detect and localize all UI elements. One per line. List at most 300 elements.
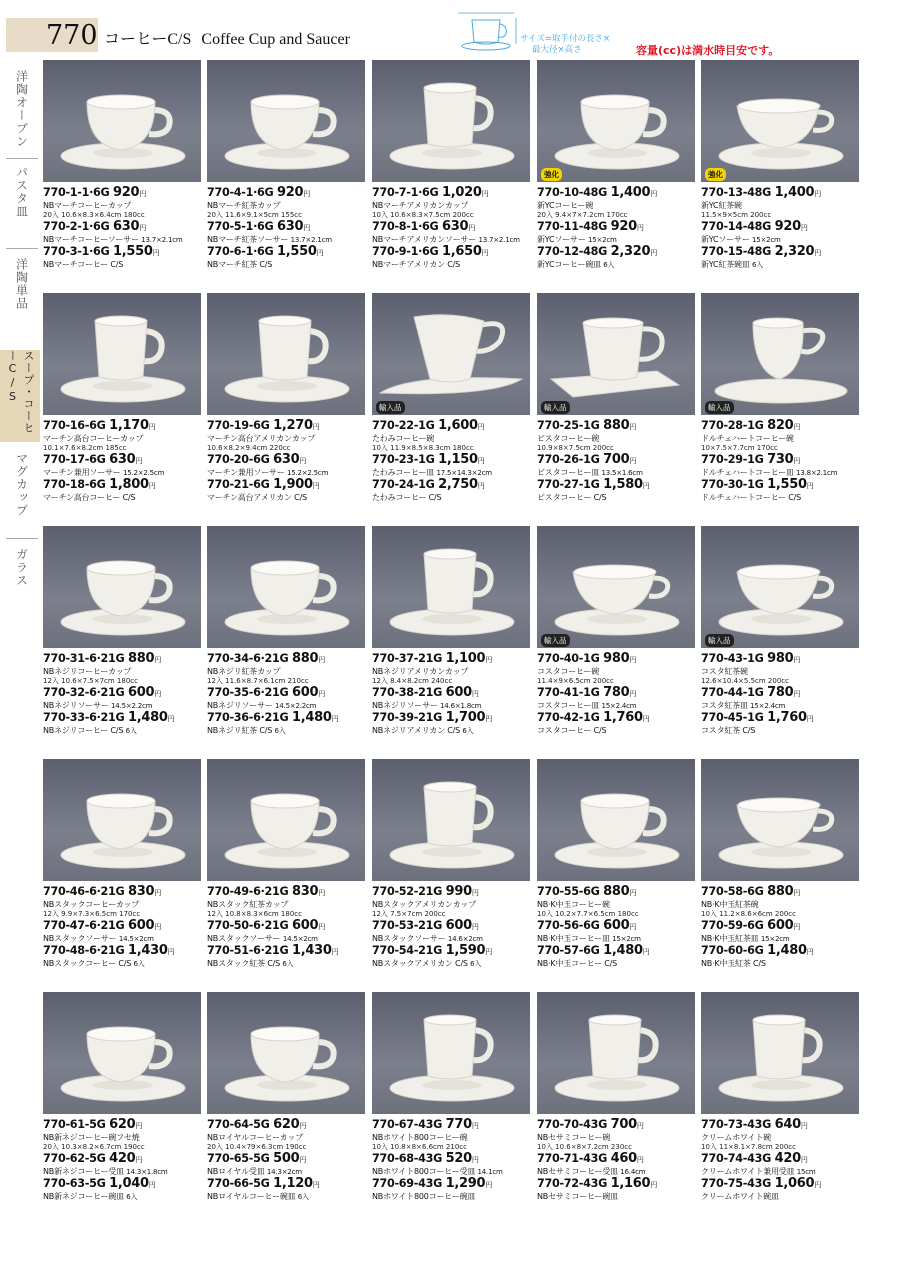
- product-cell[interactable]: [43, 759, 201, 989]
- tab-western-single[interactable]: [6, 254, 38, 314]
- product-code: 770-66-5G: [207, 1177, 270, 1190]
- currency-unit: 円: [650, 249, 657, 257]
- product-price: 630: [109, 452, 136, 467]
- product-code-line: [537, 245, 695, 260]
- product-spec: 10.6×8.2×9.4cm 220cc: [207, 444, 291, 452]
- product-cell[interactable]: [701, 759, 859, 989]
- product-cell[interactable]: [537, 526, 695, 756]
- currency-unit: 円: [814, 249, 821, 257]
- product-price: 460: [610, 1151, 637, 1166]
- currency-unit: 円: [629, 889, 637, 897]
- product-code-line: [43, 1177, 201, 1192]
- product-code: 770-71-43G: [537, 1152, 607, 1165]
- product-code-line: [207, 419, 365, 434]
- currency-unit: 円: [793, 889, 801, 897]
- product-photo: [207, 526, 365, 648]
- product-price: 920: [277, 185, 304, 200]
- product-name-line: [701, 726, 859, 736]
- product-code: 770-37-21G: [372, 652, 442, 665]
- product-price: 420: [109, 1151, 136, 1166]
- product-badge: 強化: [541, 168, 562, 181]
- product-code-line: [701, 220, 859, 235]
- product-spec: 15×2cm: [751, 236, 781, 244]
- currency-unit: 円: [477, 423, 485, 431]
- product-name: NBスタックソーサー: [207, 934, 281, 943]
- product-spec: 14.3×1.8cm: [126, 1168, 168, 1176]
- currency-unit: 円: [318, 690, 325, 698]
- currency-unit: 円: [303, 224, 310, 232]
- product-code-line: [701, 478, 859, 493]
- product-name-line: [701, 667, 859, 677]
- product-name: クリームホワイト碗皿: [701, 1192, 779, 1201]
- product-name: コスタ紅茶 C/S: [701, 726, 756, 735]
- product-code-line: [372, 453, 530, 468]
- product-spec: 10入 11.9×8.5×8.3cm 180cc: [372, 444, 474, 452]
- product-price: 640: [774, 1117, 801, 1132]
- currency-unit: 円: [154, 656, 161, 664]
- capacity-note: 容量(cc)は満水時目安です。: [636, 44, 780, 57]
- product-name-line: [372, 1192, 530, 1202]
- product-code-line: [43, 478, 201, 493]
- currency-unit: 円: [814, 1181, 821, 1189]
- currency-unit: 円: [316, 249, 324, 257]
- product-code: 770-1-1·6G: [43, 186, 110, 199]
- page-number-box: [6, 18, 98, 52]
- cup-saucer-image: [701, 526, 859, 648]
- product-code: 770-60-6G: [701, 944, 764, 957]
- cup-saucer-image: [372, 526, 530, 648]
- tab-pasta-plate[interactable]: [6, 162, 38, 222]
- currency-unit: 円: [318, 923, 325, 931]
- product-name-line: [207, 260, 365, 270]
- product-cell[interactable]: [207, 293, 365, 523]
- product-badge: 輸入品: [541, 634, 570, 647]
- product-spec: 11.4×9×6.5cm 200cc: [537, 677, 614, 685]
- product-photo: [701, 526, 859, 648]
- product-code-line: [372, 1177, 530, 1192]
- currency-unit: 円: [154, 690, 161, 698]
- product-code: 770-16-6G: [43, 419, 106, 432]
- product-code-line: [207, 885, 365, 900]
- product-cell[interactable]: [43, 60, 201, 290]
- product-name: NBネジリコーヒー C/S: [43, 726, 124, 735]
- product-cell[interactable]: [537, 60, 695, 290]
- product-code-line: [372, 652, 530, 667]
- currency-unit: 円: [148, 482, 156, 490]
- product-code-line: [701, 944, 859, 959]
- tab-label: マグカップ: [14, 451, 29, 517]
- currency-unit: 円: [318, 656, 325, 664]
- product-price: 1,700: [445, 710, 486, 725]
- product-price: 780: [767, 685, 794, 700]
- product-name: NBネジリアメリカン C/S: [372, 726, 461, 735]
- product-price: 990: [445, 884, 472, 899]
- product-cell[interactable]: [43, 526, 201, 756]
- product-photo: [372, 60, 530, 182]
- product-name-line: [372, 959, 530, 969]
- product-cell[interactable]: [207, 759, 365, 989]
- cup-saucer-image: [701, 759, 859, 881]
- product-name-line: [372, 1133, 530, 1143]
- product-name-line: [537, 493, 695, 503]
- product-info: [207, 1118, 365, 1202]
- product-cell[interactable]: [372, 60, 530, 290]
- currency-unit: 円: [636, 224, 644, 232]
- product-name: マーチン高台アメリカンカップ: [207, 434, 316, 443]
- currency-unit: 円: [629, 690, 637, 698]
- product-cell[interactable]: [372, 293, 530, 523]
- product-name-line: [372, 900, 530, 910]
- currency-unit: 円: [471, 1122, 479, 1130]
- product-price: 1,550: [277, 244, 317, 259]
- product-spec: 12.6×10.4×5.5cm 200cc: [701, 677, 789, 685]
- product-spec: 15×2cm: [612, 935, 641, 943]
- product-spec: 11.5×9×5cm 200cc: [701, 211, 772, 219]
- product-name-line: [701, 201, 859, 211]
- product-code: 770-51-6·21G: [207, 944, 289, 957]
- product-spec: 13.5×1.6cm: [601, 469, 643, 477]
- product-photo: [207, 759, 365, 881]
- product-name: NBマーチ紅茶カップ: [207, 201, 281, 210]
- product-name: NBネジリコーヒーカップ: [43, 667, 132, 676]
- size-note-line2: 最大径×高さ: [532, 45, 582, 55]
- product-price: 1,480: [767, 943, 807, 958]
- currency-unit: 円: [299, 457, 307, 465]
- product-name-line: [43, 726, 201, 736]
- product-cell[interactable]: [701, 992, 859, 1222]
- product-photo: [537, 992, 695, 1114]
- product-cell[interactable]: [43, 992, 201, 1222]
- product-info: [537, 885, 695, 969]
- product-code: 770-36-6·21G: [207, 711, 289, 724]
- product-price: 920: [774, 219, 801, 234]
- product-name: NBネジリソーサー: [372, 701, 438, 710]
- page-number: 770: [46, 20, 98, 51]
- product-name: NBロイヤル受皿: [207, 1167, 265, 1176]
- product-spec: 14.5×2cm: [118, 935, 154, 943]
- currency-unit: 円: [312, 423, 320, 431]
- tab-divider: [6, 538, 38, 539]
- product-code: 770-23-1G: [372, 453, 435, 466]
- product-code: 770-29-1G: [701, 453, 764, 466]
- product-code: 770-34-6·21G: [207, 652, 289, 665]
- product-code: 770-11-48G: [537, 220, 607, 233]
- product-code: 770-12-48G: [537, 245, 607, 258]
- product-name: ドルチェハートコーヒー皿: [701, 468, 794, 477]
- product-code-line: [207, 453, 365, 468]
- tab-western-oven[interactable]: [6, 64, 38, 154]
- currency-unit: 円: [793, 457, 801, 465]
- product-name: NBネジリソーサー: [43, 701, 109, 710]
- cup-saucer-image: [43, 60, 201, 182]
- product-name: NBネジリ紅茶カップ: [207, 667, 281, 676]
- product-name-line: [372, 434, 530, 444]
- product-cell[interactable]: [537, 293, 695, 523]
- product-spec: 6入: [751, 261, 764, 269]
- product-code-line: [537, 652, 695, 667]
- product-code-line: [207, 1177, 365, 1192]
- product-code-line: [701, 919, 859, 934]
- product-name-line: [537, 1192, 695, 1202]
- product-cell[interactable]: [537, 759, 695, 989]
- product-code: 770-25-1G: [537, 419, 600, 432]
- product-code-line: [372, 245, 530, 260]
- product-code: 770-72-43G: [537, 1177, 607, 1190]
- product-name: NB·K中玉コーヒー C/S: [537, 959, 618, 968]
- product-cell[interactable]: [207, 992, 365, 1222]
- cup-saucer-image: [43, 293, 201, 415]
- product-price: 880: [767, 884, 794, 899]
- product-price: 2,320: [610, 244, 651, 259]
- product-cell[interactable]: [701, 526, 859, 756]
- product-cell[interactable]: [43, 293, 201, 523]
- product-code-line: [372, 919, 530, 934]
- product-code: 770-65-5G: [207, 1152, 270, 1165]
- product-name-line: [207, 1192, 365, 1202]
- product-name: NBスタックコーヒー C/S: [43, 959, 132, 968]
- tab-soup-coffee-cs[interactable]: [0, 350, 40, 442]
- product-code: 770-30-1G: [701, 478, 764, 491]
- product-code-line: [207, 478, 365, 493]
- product-code: 770-6-1·6G: [207, 245, 274, 258]
- product-name-line: [701, 260, 859, 270]
- page-header: [0, 0, 900, 58]
- product-code: 770-48-6·21G: [43, 944, 125, 957]
- currency-unit: 円: [331, 948, 339, 956]
- currency-unit: 円: [485, 656, 492, 664]
- currency-unit: 円: [477, 482, 485, 490]
- product-info: [207, 885, 365, 969]
- product-name: NBロイヤルコーヒーカップ: [207, 1133, 303, 1142]
- product-price: 1,900: [273, 477, 313, 492]
- product-code: 770-3-1·6G: [43, 245, 110, 258]
- cup-saucer-image: [43, 759, 201, 881]
- product-price: 2,320: [774, 244, 815, 259]
- product-price: 1,550: [113, 244, 153, 259]
- product-name: NBスタック紅茶カップ: [207, 900, 289, 909]
- product-spec: 13.7×2.1cm: [290, 236, 332, 244]
- cup-saucer-image: [372, 293, 530, 415]
- product-code: 770-75-43G: [701, 1177, 771, 1190]
- product-spec: 12入 8.4×8.2cm 240cc: [372, 677, 453, 685]
- product-code: 770-10-48G: [537, 186, 607, 199]
- product-cell[interactable]: [372, 526, 530, 756]
- product-code-line: [372, 1118, 530, 1133]
- product-name-line: [207, 1133, 365, 1143]
- product-code: 770-49-6·21G: [207, 885, 289, 898]
- currency-unit: 円: [471, 690, 479, 698]
- product-info: [372, 1118, 530, 1202]
- product-name: NB·K中玉コーヒー皿: [537, 934, 610, 943]
- category-sidebar: [0, 58, 40, 1258]
- product-code-line: [43, 245, 201, 260]
- product-spec: 14.6×1.8cm: [440, 702, 482, 710]
- product-info: [701, 885, 859, 969]
- product-code: 770-4-1·6G: [207, 186, 274, 199]
- product-price: 1,480: [292, 710, 332, 725]
- product-cell[interactable]: [207, 60, 365, 290]
- product-code: 770-20-6G: [207, 453, 270, 466]
- product-code-line: [43, 711, 201, 726]
- product-price: 730: [767, 452, 794, 467]
- product-name: マーチン高台アメリカン C/S: [207, 493, 307, 502]
- product-price: 1,480: [603, 943, 643, 958]
- cup-saucer-image: [207, 992, 365, 1114]
- product-name-line: [207, 900, 365, 910]
- product-price: 420: [774, 1151, 801, 1166]
- product-cell[interactable]: [701, 60, 859, 290]
- product-photo: [43, 526, 201, 648]
- product-info: [701, 419, 859, 503]
- product-price: 880: [603, 884, 630, 899]
- product-name: ビスタコーヒー皿: [537, 468, 600, 477]
- product-photo: [537, 293, 695, 415]
- product-code-line: [43, 686, 201, 701]
- product-price: 1,170: [109, 418, 149, 433]
- product-name-line: [43, 667, 201, 677]
- currency-unit: 円: [629, 656, 637, 664]
- currency-unit: 円: [135, 1156, 143, 1164]
- product-price: 880: [128, 651, 155, 666]
- product-code-line: [537, 186, 695, 201]
- product-cell[interactable]: [207, 526, 365, 756]
- product-name: マーチン兼用ソーサー: [43, 468, 121, 477]
- currency-unit: 円: [485, 948, 492, 956]
- product-price: 1,760: [767, 710, 807, 725]
- product-spec: 13.8×2.1cm: [796, 469, 838, 477]
- currency-unit: 円: [154, 923, 161, 931]
- product-spec: 20入 9.4×7×7.2cm 170cc: [537, 211, 628, 219]
- product-price: 620: [109, 1117, 136, 1132]
- product-code: 770-67-43G: [372, 1118, 442, 1131]
- product-spec: 14.3×2cm: [266, 1168, 302, 1176]
- product-name: NBセサミコーヒー受皿: [537, 1167, 618, 1176]
- currency-unit: 円: [793, 656, 801, 664]
- product-name: 新YCソーサー: [701, 235, 750, 244]
- tab-mug[interactable]: [6, 450, 38, 518]
- product-spec: 20入 10.3×8.2×6.7cm 190cc: [43, 1143, 145, 1151]
- product-name: クリームホワイト兼用受皿: [701, 1167, 795, 1176]
- currency-unit: 円: [471, 1156, 479, 1164]
- product-name-line: [43, 701, 201, 711]
- product-info: [372, 885, 530, 969]
- product-code-line: [372, 686, 530, 701]
- product-price: 1,100: [445, 651, 486, 666]
- product-spec: 6入: [462, 727, 474, 735]
- product-spec: 6入: [133, 960, 145, 968]
- product-code-line: [207, 1118, 365, 1133]
- tab-divider: [6, 158, 38, 159]
- product-cell[interactable]: [537, 992, 695, 1222]
- product-price: 1,060: [774, 1176, 815, 1191]
- product-price: 1,150: [438, 452, 478, 467]
- currency-unit: 円: [481, 190, 489, 198]
- product-code-line: [372, 1152, 530, 1167]
- product-spec: 12入 10.6×7.5×7cm 180cc: [43, 677, 138, 685]
- product-code: 770-46-6·21G: [43, 885, 125, 898]
- product-name-line: [537, 1133, 695, 1143]
- product-code-line: [372, 419, 530, 434]
- product-name: ドルチェハートコーヒー碗: [701, 434, 794, 443]
- product-code-line: [207, 652, 365, 667]
- product-code-line: [701, 652, 859, 667]
- product-cell[interactable]: [372, 759, 530, 989]
- cup-saucer-image: [537, 759, 695, 881]
- currency-unit: 円: [139, 224, 146, 232]
- product-price: 630: [277, 219, 304, 234]
- product-name: NBマーチ紅茶ソーサー: [207, 235, 289, 244]
- product-name-line: [43, 900, 201, 910]
- product-name-line: [43, 201, 201, 211]
- product-code: 770-53-21G: [372, 919, 442, 932]
- product-name: 新YCコーヒー碗: [537, 201, 594, 210]
- product-name-line: [701, 493, 859, 503]
- product-price: 1,760: [603, 710, 643, 725]
- product-code-line: [43, 1118, 201, 1133]
- product-name-line: [372, 201, 530, 211]
- currency-unit: 円: [481, 249, 489, 257]
- product-name: クリームホワイト碗: [701, 1133, 771, 1142]
- product-code-line: [701, 1118, 859, 1133]
- product-name-line: [207, 201, 365, 211]
- product-code: 770-13-48G: [701, 186, 771, 199]
- product-spec: 10入 11.2×8.6×6cm 200cc: [701, 910, 796, 918]
- product-spec: 20入 11.6×9.1×5cm 155cc: [207, 211, 302, 219]
- product-photo: [207, 992, 365, 1114]
- product-cell[interactable]: [701, 293, 859, 523]
- currency-unit: 円: [303, 190, 310, 198]
- product-info: [372, 652, 530, 736]
- currency-unit: 円: [650, 190, 657, 198]
- tab-divider: [6, 248, 38, 249]
- product-info: [372, 419, 530, 503]
- product-code: 770-38-21G: [372, 686, 442, 699]
- product-info: [207, 419, 365, 503]
- product-name-line: [537, 667, 695, 677]
- product-price: 1,650: [442, 244, 482, 259]
- size-note: [520, 34, 610, 56]
- product-price: 600: [767, 918, 794, 933]
- product-code: 770-62-5G: [43, 1152, 106, 1165]
- product-code: 770-22-1G: [372, 419, 435, 432]
- currency-unit: 円: [814, 190, 821, 198]
- product-code: 770-68-43G: [372, 1152, 442, 1165]
- product-name: NBマーチアメリカンカップ: [372, 201, 469, 210]
- product-code-line: [701, 686, 859, 701]
- product-name: NBネジリ紅茶 C/S: [207, 726, 273, 735]
- product-spec: 10入 11×8.1×7.8cm 200cc: [701, 1143, 796, 1151]
- product-name: NBセサミコーヒー碗皿: [537, 1192, 618, 1201]
- product-name: NBスタックコーヒーカップ: [43, 900, 140, 909]
- product-spec: 15×2.4cm: [750, 702, 786, 710]
- product-spec: 6入: [470, 960, 482, 968]
- product-spec: 14.6×2cm: [447, 935, 483, 943]
- product-name-line: [43, 493, 201, 503]
- product-name: NBスタックアメリカンカップ: [372, 900, 477, 909]
- tab-glass[interactable]: [6, 544, 38, 590]
- product-name: たわみコーヒー碗: [372, 434, 435, 443]
- product-code-line: [537, 944, 695, 959]
- product-name: NB新ネジコーヒー碗皿: [43, 1192, 124, 1201]
- product-cell[interactable]: [372, 992, 530, 1222]
- cup-saucer-image: [537, 992, 695, 1114]
- product-price: 1,590: [445, 943, 486, 958]
- product-name: NB新ネジコーヒー碗フセ焼: [43, 1133, 140, 1142]
- product-photo: [43, 759, 201, 881]
- currency-unit: 円: [629, 423, 637, 431]
- currency-unit: 円: [471, 923, 479, 931]
- product-code-line: [207, 919, 365, 934]
